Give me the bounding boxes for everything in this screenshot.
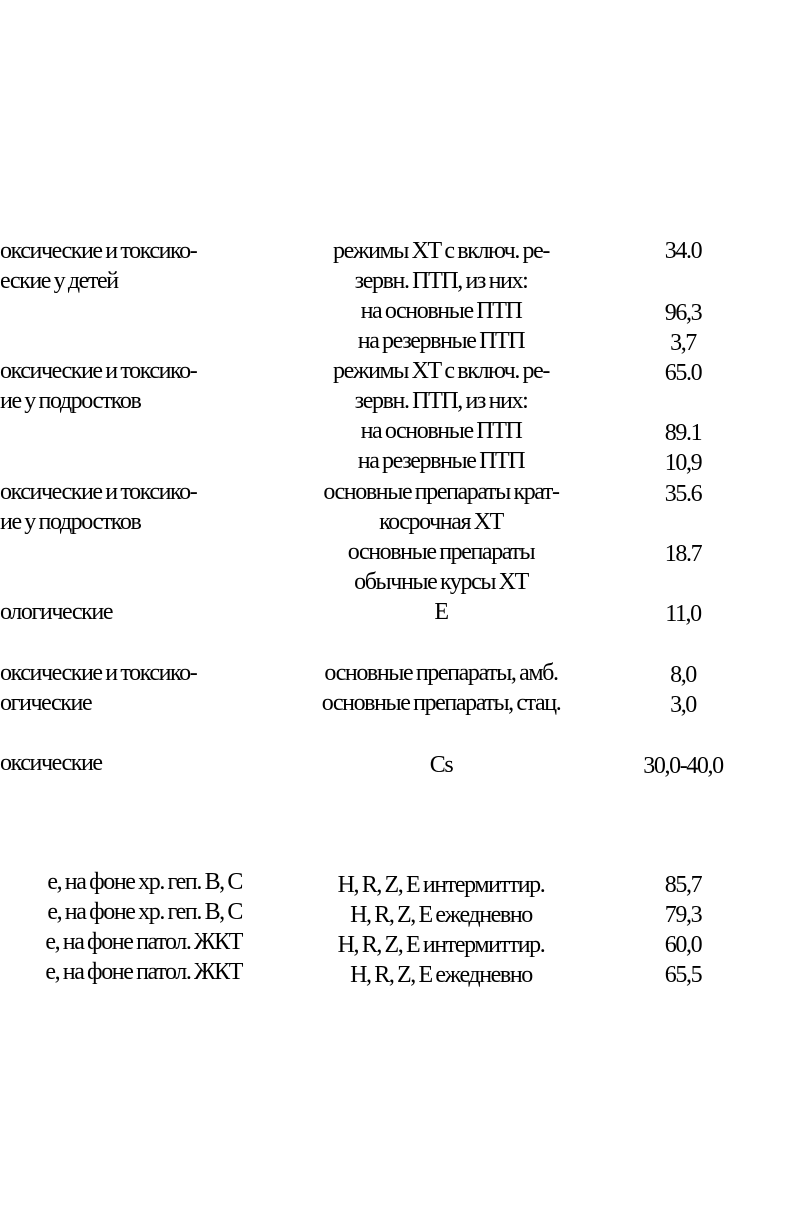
row-category: е, на фоне хр. геп. В, С — [47, 899, 242, 925]
row-regimen: зервн. ПТП, из них: — [354, 388, 528, 414]
row-category: ие у подростков — [0, 509, 141, 535]
row-regimen: основные препараты крат- — [323, 479, 559, 505]
row-category: ологические — [0, 599, 113, 625]
row-category: оксические — [0, 750, 102, 776]
row-regimen: Cs — [429, 752, 453, 778]
row-value: 96,3 — [664, 300, 702, 326]
row-value: 3,7 — [670, 330, 696, 356]
row-value: 60,0 — [664, 932, 702, 958]
row-value: 79,3 — [664, 902, 702, 928]
row-category: еские у детей — [0, 268, 118, 294]
row-value: 34.0 — [664, 238, 702, 264]
row-category: оксические и токсико- — [0, 660, 197, 686]
row-value: 35.6 — [664, 481, 702, 507]
row-regimen: основные препараты, стац. — [321, 690, 561, 716]
row-regimen: на основные ПТП — [360, 298, 522, 324]
row-value: 65,5 — [664, 962, 702, 988]
row-value: 10,9 — [664, 450, 702, 476]
row-regimen: зервн. ПТП, из них: — [354, 268, 528, 294]
row-value: 8,0 — [670, 662, 696, 688]
row-regimen: на основные ПТП — [360, 418, 522, 444]
row-category: огические — [0, 690, 92, 716]
row-regimen: E — [434, 599, 448, 625]
row-category: оксические и токсико- — [0, 479, 197, 505]
row-category: ие у подростков — [0, 388, 141, 414]
row-category: е, на фоне патол. ЖКТ — [45, 929, 242, 955]
row-regimen: режимы ХТ с включ. ре- — [333, 238, 549, 264]
row-regimen: H, R, Z, E ежедневно — [350, 902, 532, 928]
row-value: 30,0-40,0 — [643, 753, 723, 779]
row-regimen: на резервные ПТП — [357, 328, 525, 354]
row-value: 11,0 — [665, 601, 701, 627]
row-category: оксические и токсико- — [0, 238, 197, 264]
row-category: е, на фоне патол. ЖКТ — [45, 959, 242, 985]
row-regimen: основные препараты — [347, 539, 535, 565]
row-value: 3,0 — [670, 692, 696, 718]
row-value: 18.7 — [664, 541, 702, 567]
row-regimen: на резервные ПТП — [357, 448, 525, 474]
row-value: 89.1 — [664, 420, 702, 446]
row-regimen: H, R, Z, E ежедневно — [350, 962, 532, 988]
row-regimen: обычные курсы ХТ — [354, 569, 528, 595]
row-value: 85,7 — [664, 872, 702, 898]
row-regimen: H, R, Z, E интермиттир. — [337, 932, 545, 958]
row-regimen: косрочная ХТ — [379, 509, 503, 535]
row-regimen: основные препараты, амб. — [324, 660, 558, 686]
row-category: е, на фоне хр. геп. В, С — [47, 869, 242, 895]
row-regimen: режимы ХТ с включ. ре- — [333, 358, 549, 384]
row-value: 65.0 — [664, 360, 702, 386]
row-regimen: H, R, Z, E интермиттир. — [337, 872, 545, 898]
row-category: оксические и токсико- — [0, 358, 197, 384]
